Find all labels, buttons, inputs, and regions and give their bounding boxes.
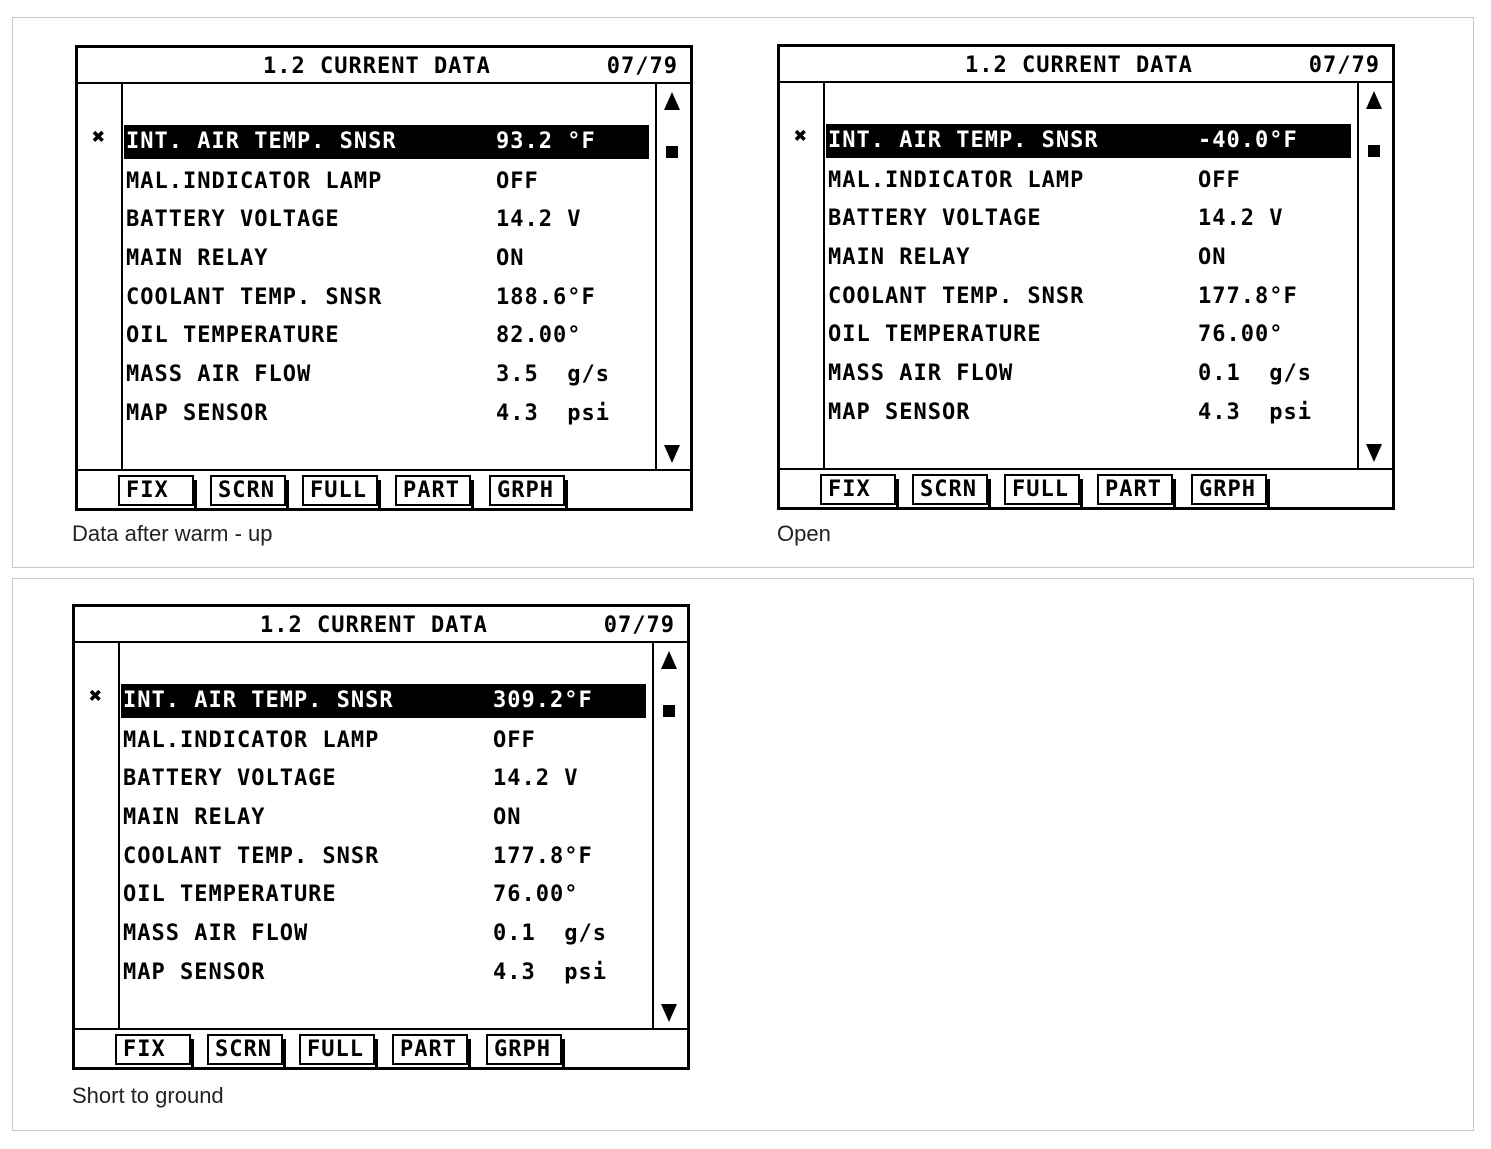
fkey-part-button[interactable]: PART [1097,474,1173,505]
parameter-label: MAP SENSOR [126,401,269,426]
parameter-label: MAIN RELAY [123,805,266,830]
parameter-value: ON [493,805,522,830]
selection-marker-icon: ✖ [89,684,103,709]
parameter-value: 309.2°F [493,688,593,713]
scanner-screen [75,45,693,511]
screen-caption: Open [777,521,831,546]
parameter-value: 3.5 g/s [496,362,610,387]
parameter-label: MASS AIR FLOW [126,362,312,387]
parameter-label: MAP SENSOR [123,960,266,985]
fkey-fix-button[interactable]: FIX [820,474,896,505]
parameter-label: MAP SENSOR [828,400,971,425]
page-counter: 07/79 [603,613,675,638]
parameter-value: OFF [493,728,536,753]
scrollbar-thumb[interactable] [666,146,678,158]
parameter-value: 14.2 V [1198,206,1284,231]
data-row[interactable] [121,840,646,874]
scroll-up-arrow-icon[interactable] [661,651,677,669]
parameter-label: MAIN RELAY [126,246,269,271]
parameter-label: MAL.INDICATOR LAMP [828,168,1085,193]
data-row[interactable] [121,724,646,758]
selection-marker-icon: ✖ [92,125,106,150]
parameter-label: INT. AIR TEMP. SNSR [126,129,397,154]
data-row[interactable] [826,202,1351,236]
parameter-label: MASS AIR FLOW [123,921,309,946]
parameter-label: INT. AIR TEMP. SNSR [828,128,1099,153]
fkey-grph-button[interactable]: GRPH [489,475,565,506]
screen-titlebar [780,47,1392,83]
fkey-grph-button[interactable]: GRPH [486,1034,562,1065]
data-row[interactable] [826,280,1351,314]
data-row[interactable] [124,165,649,199]
parameter-value: 93.2 °F [496,129,596,154]
parameter-value: ON [1198,245,1227,270]
fkey-full-button[interactable]: FULL [299,1034,375,1065]
scrollbar-divider [652,643,654,1028]
parameter-value: OFF [496,169,539,194]
scrollbar-divider [655,84,657,469]
screen-title: 1.2 CURRENT DATA [965,53,1193,78]
fkey-full-button[interactable]: FULL [1004,474,1080,505]
footer-divider [780,468,1392,470]
data-row[interactable] [121,684,646,718]
parameter-value: 14.2 V [493,766,579,791]
parameter-label: COOLANT TEMP. SNSR [123,844,380,869]
data-row[interactable] [826,241,1351,275]
parameter-label: OIL TEMPERATURE [123,882,337,907]
parameter-label: COOLANT TEMP. SNSR [126,285,383,310]
fkey-scrn-button[interactable]: SCRN [210,475,286,506]
scrollbar-thumb[interactable] [1368,145,1380,157]
data-row[interactable] [121,917,646,951]
data-row[interactable] [124,281,649,315]
parameter-value: 76.00° [493,882,579,907]
data-row[interactable] [124,125,649,159]
data-row[interactable] [826,357,1351,391]
screen-title: 1.2 CURRENT DATA [260,613,488,638]
left-divider [121,84,123,469]
data-row[interactable] [826,396,1351,430]
parameter-label: MAIN RELAY [828,245,971,270]
parameter-value: -40.0°F [1198,128,1298,153]
fkey-fix-button[interactable]: FIX [118,475,194,506]
screen-titlebar [78,48,690,84]
scroll-up-arrow-icon[interactable] [1366,91,1382,109]
data-row[interactable] [826,164,1351,198]
parameter-value: 4.3 psi [496,401,610,426]
parameter-value: 14.2 V [496,207,582,232]
parameter-label: BATTERY VOLTAGE [126,207,340,232]
parameter-value: OFF [1198,168,1241,193]
fkey-full-button[interactable]: FULL [302,475,378,506]
screen-caption: Data after warm - up [72,521,273,546]
page-counter: 07/79 [1308,53,1380,78]
parameter-label: OIL TEMPERATURE [828,322,1042,347]
data-row[interactable] [124,242,649,276]
data-row[interactable] [121,801,646,835]
parameter-value: 4.3 psi [1198,400,1312,425]
scrollbar-divider [1357,83,1359,468]
scroll-down-arrow-icon[interactable] [1366,444,1382,462]
parameter-value: 4.3 psi [493,960,607,985]
scanner-screen [72,604,690,1070]
parameter-label: MAL.INDICATOR LAMP [126,169,383,194]
page-counter: 07/79 [606,54,678,79]
footer-divider [75,1028,687,1030]
parameter-value: 76.00° [1198,322,1284,347]
scrollbar-thumb[interactable] [663,705,675,717]
parameter-label: OIL TEMPERATURE [126,323,340,348]
screen-caption: Short to ground [72,1083,224,1108]
fkey-scrn-button[interactable]: SCRN [207,1034,283,1065]
parameter-value: 177.8°F [1198,284,1298,309]
selection-marker-icon: ✖ [794,124,808,149]
parameter-label: INT. AIR TEMP. SNSR [123,688,394,713]
left-divider [823,83,825,468]
fkey-fix-button[interactable]: FIX [115,1034,191,1065]
parameter-value: 0.1 g/s [1198,361,1312,386]
parameter-value: 82.00° [496,323,582,348]
fkey-scrn-button[interactable]: SCRN [912,474,988,505]
footer-divider [78,469,690,471]
scroll-down-arrow-icon[interactable] [661,1004,677,1022]
parameter-label: BATTERY VOLTAGE [828,206,1042,231]
data-row[interactable] [121,956,646,990]
parameter-label: BATTERY VOLTAGE [123,766,337,791]
parameter-value: 188.6°F [496,285,596,310]
fkey-grph-button[interactable]: GRPH [1191,474,1267,505]
data-row[interactable] [124,319,649,353]
screen-title: 1.2 CURRENT DATA [263,54,491,79]
data-row[interactable] [124,203,649,237]
parameter-value: 177.8°F [493,844,593,869]
parameter-value: ON [496,246,525,271]
data-row[interactable] [124,397,649,431]
data-row[interactable] [121,878,646,912]
scroll-up-arrow-icon[interactable] [664,92,680,110]
parameter-label: MAL.INDICATOR LAMP [123,728,380,753]
parameter-label: COOLANT TEMP. SNSR [828,284,1085,309]
parameter-value: 0.1 g/s [493,921,607,946]
left-divider [118,643,120,1028]
fkey-part-button[interactable]: PART [395,475,471,506]
scroll-down-arrow-icon[interactable] [664,445,680,463]
parameter-label: MASS AIR FLOW [828,361,1014,386]
data-row[interactable] [826,124,1351,158]
screen-titlebar [75,607,687,643]
data-row[interactable] [826,318,1351,352]
data-row[interactable] [124,358,649,392]
scanner-screen [777,44,1395,510]
data-row[interactable] [121,762,646,796]
fkey-part-button[interactable]: PART [392,1034,468,1065]
